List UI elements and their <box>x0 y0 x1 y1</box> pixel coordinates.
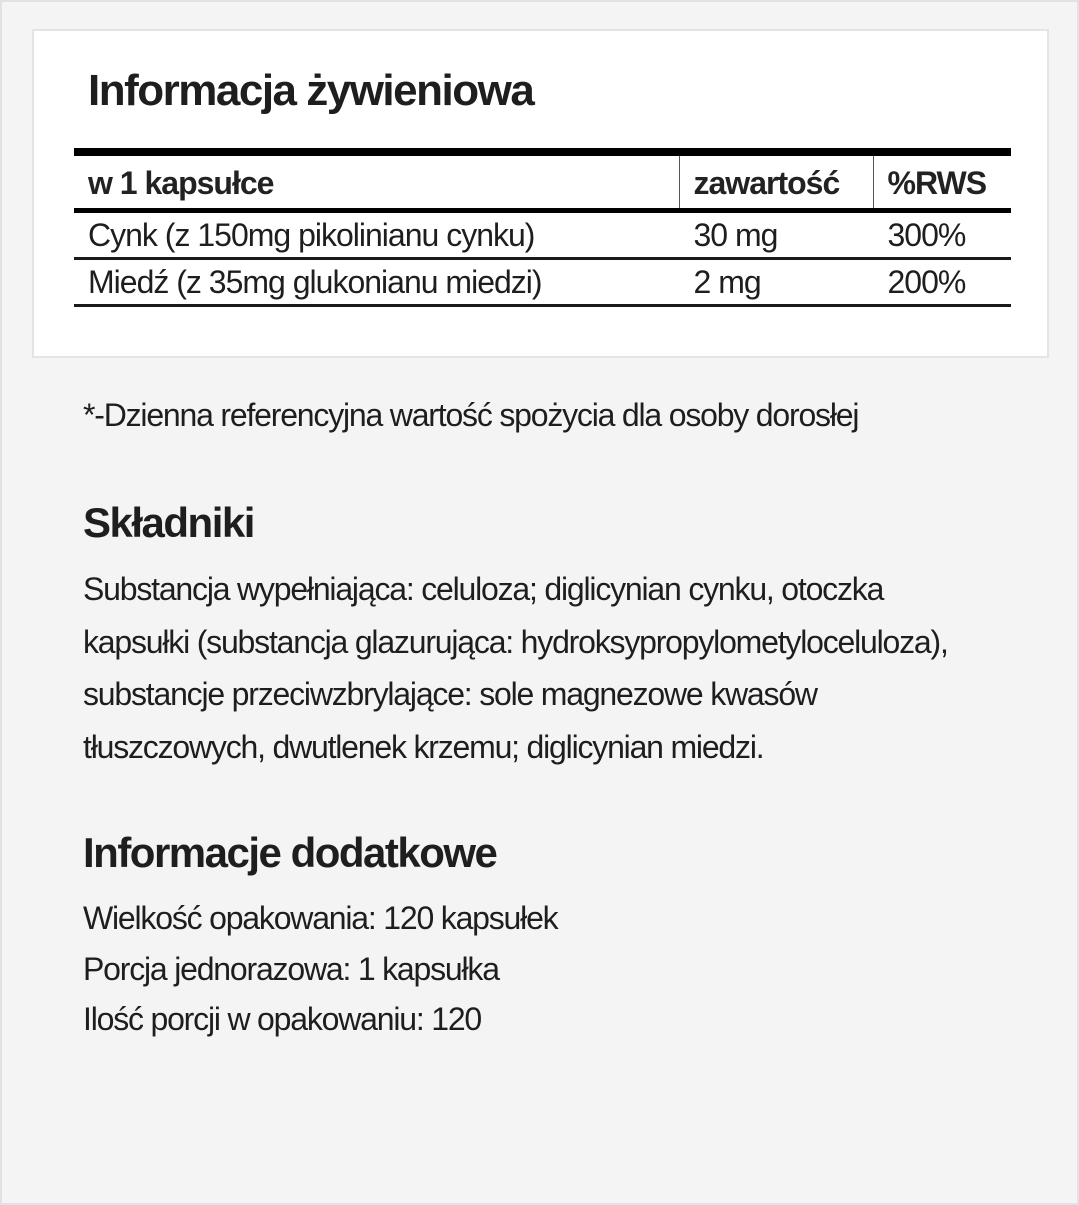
table-header-row <box>74 152 1011 211</box>
product-details <box>83 390 983 1045</box>
nutrition-title: Informacja żywieniowa <box>88 66 534 115</box>
nutrition-info-box <box>32 29 1049 358</box>
nutrient-rws: 200% <box>873 259 1011 306</box>
table-row <box>74 259 1011 306</box>
ingredients-heading: Składniki <box>83 499 254 546</box>
header-content: zawartość <box>679 152 873 211</box>
nutrient-name: Miedź (z 35mg glukonianu miedzi) <box>74 259 679 306</box>
ingredients-text: Substancja wypełniająca: celuloza; diglicynian cynku, otoczka kapsułki (substancja glazurująca: hydroksypropylometyloceluloza), substancje przeciwzbrylające: sole magnezowe kwasów tłuszczowych, dwutlenek krzemu; diglicynian miedzi. <box>83 571 948 765</box>
additional-info-heading: Informacje dodatkowe <box>83 829 497 876</box>
additional-info-list <box>83 893 983 1045</box>
nutrient-amount: 2 mg <box>679 259 873 306</box>
nutrient-rws: 300% <box>873 211 1011 259</box>
header-serving: w 1 kapsułce <box>74 152 679 211</box>
nutrient-amount: 30 mg <box>679 211 873 259</box>
nutrient-name: Cynk (z 150mg pikolinianu cynku) <box>74 211 679 259</box>
header-rws: %RWS <box>873 152 1011 211</box>
nutrition-table <box>74 148 1011 307</box>
servings-per-package: Ilość porcji w opakowaniu: 120 <box>83 1001 482 1037</box>
table-row <box>74 211 1011 259</box>
rws-footnote: *-Dzienna referencyjna wartość spożycia dla osoby dorosłej <box>83 397 859 433</box>
package-size: Wielkość opakowania: 120 kapsułek <box>83 900 558 936</box>
serving-size: Porcja jednorazowa: 1 kapsułka <box>83 950 499 987</box>
